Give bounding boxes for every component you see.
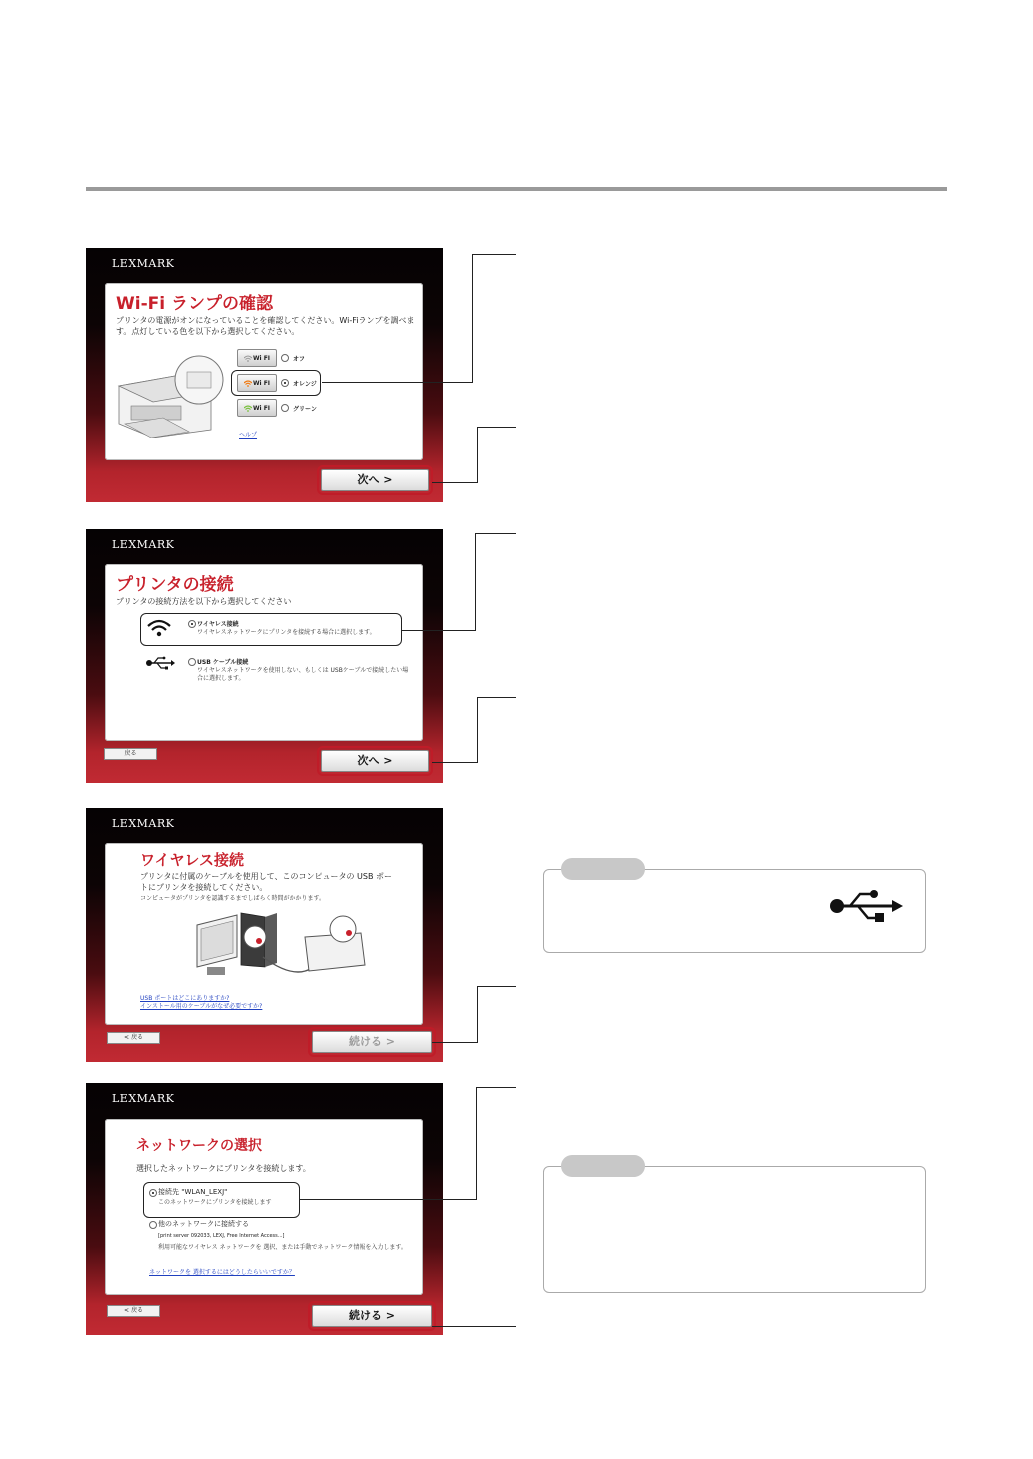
connector-line [477, 986, 516, 987]
back-button[interactable]: < 戻る [107, 1032, 160, 1044]
connector-line [432, 1042, 478, 1043]
radio-other[interactable] [149, 1221, 157, 1229]
wifi-badge-off: Wi FI [237, 349, 277, 367]
dialog-card [105, 1119, 423, 1295]
connector-line [477, 986, 478, 1043]
next-button[interactable]: 次へ > [321, 469, 429, 491]
lexmark-logo: LEXMARK [112, 538, 175, 551]
network-help-link[interactable]: ネットワークを 選択するにはどうしたらいいですか？ [149, 1269, 295, 1276]
lexmark-logo: LEXMARK [112, 817, 175, 830]
network-option-other[interactable]: 他のネットワークに接続する [print server 092033, LEXJ, Free Internet Access...] 利用可能なワイヤレス ネットワークを 選択、または手動でネットワーク情報を入力します。 [149, 1219, 419, 1259]
connector-line [476, 1087, 516, 1088]
wifi-option-orange[interactable]: Wi FI オレンジ [237, 374, 317, 392]
connector-line [401, 630, 476, 631]
printer-illustration-icon [113, 346, 231, 438]
dialog-description: 選択したネットワークにプリンタを接続します。 [136, 1164, 311, 1173]
connector-line [476, 1087, 477, 1200]
dialog-title: Wi-Fi ランプの確認 [116, 294, 273, 314]
lexmark-logo: LEXMARK [112, 257, 175, 270]
connector-line [475, 533, 476, 631]
connector-line [432, 762, 478, 763]
wifi-icon [244, 405, 252, 412]
connector-line [322, 382, 473, 383]
wifi-icon [244, 355, 252, 362]
screenshot-wifi-lamp-check [86, 248, 443, 502]
connector-line [300, 1199, 477, 1200]
dialog-note: コンピュータがプリンタを認識するまでしばらく時間がかかります。 [140, 895, 326, 902]
lexmark-logo: LEXMARK [112, 1092, 175, 1105]
connector-line [477, 427, 478, 483]
connector-line [475, 533, 516, 534]
connector-line [472, 254, 516, 255]
note-tab [561, 858, 645, 880]
dialog-card [105, 283, 423, 460]
usb-option[interactable]: USB ケーブル接続 ワイヤレスネットワークを使用しない、もしくは USBケーブルで接続したい場合に選択します。 [141, 654, 411, 682]
wifi-badge-orange: Wi FI [237, 374, 277, 392]
note-box-network [543, 1166, 926, 1293]
back-button[interactable]: 戻る [104, 748, 157, 760]
screenshot-wireless-connection [86, 808, 443, 1062]
dialog-title: ネットワークの選択 [136, 1138, 262, 1154]
back-button[interactable]: < 戻る [107, 1305, 160, 1317]
connector-line [472, 254, 473, 383]
connector-line [432, 482, 478, 483]
radio-off[interactable] [281, 354, 289, 362]
continue-button[interactable]: 続ける > [312, 1031, 432, 1053]
dialog-card [105, 564, 423, 741]
highlight-orange-option [231, 370, 321, 396]
note-box-usb [543, 869, 926, 953]
usb-icon [828, 888, 904, 924]
help-link[interactable]: ヘルプ [239, 432, 258, 439]
connector-line [477, 697, 516, 698]
dialog-description: プリンタの接続方法を以下から選択してください [116, 597, 292, 606]
wifi-badge-green: Wi FI [237, 399, 277, 417]
dialog-title: ワイヤレス接続 [140, 851, 244, 869]
dialog-title: プリンタの接続 [116, 575, 234, 595]
computer-cable-illustration-icon [193, 907, 373, 987]
connector-line [432, 1326, 516, 1327]
usb-port-link[interactable]: USB ポートはどこにありますか? [140, 995, 230, 1002]
connector-line [477, 427, 516, 428]
highlight-wireless-option [140, 613, 402, 646]
next-button[interactable]: 次へ > [321, 750, 429, 772]
screenshot-printer-connection [86, 529, 443, 783]
connector-line [477, 697, 478, 763]
radio-green[interactable] [281, 404, 289, 412]
wireless-option[interactable]: ワイヤレス接続 ワイヤレスネットワークにプリンタを接続する場合に選択します。 [141, 616, 397, 644]
network-option-wlan[interactable]: 接続先 "WLAN_LEXJ" このネットワークにプリンタを接続します [149, 1187, 299, 1215]
dialog-description: プリンタの電源がオンになっていることを確認してください。Wi-Fiランプを調べます。点灯している色を以下から選択してください。 [116, 316, 415, 336]
continue-button[interactable]: 続ける > [312, 1305, 432, 1327]
section-divider [86, 187, 947, 191]
wifi-option-green[interactable]: Wi FI グリーン [237, 399, 317, 417]
cable-why-link[interactable]: インストール用のケーブルがなぜ必要ですか? [140, 1003, 263, 1010]
note-tab [561, 1155, 645, 1177]
wifi-option-off[interactable]: Wi FI オフ [237, 349, 305, 367]
usb-icon [145, 656, 175, 670]
dialog-card [105, 843, 423, 1025]
radio-usb[interactable] [188, 658, 196, 666]
highlight-wlan-option [143, 1182, 300, 1218]
dialog-description: プリンタに付属のケーブルを使用して、このコンピュータの USB ポートにプリンタを接続してください。 [140, 872, 392, 892]
screenshot-network-selection [86, 1083, 443, 1335]
